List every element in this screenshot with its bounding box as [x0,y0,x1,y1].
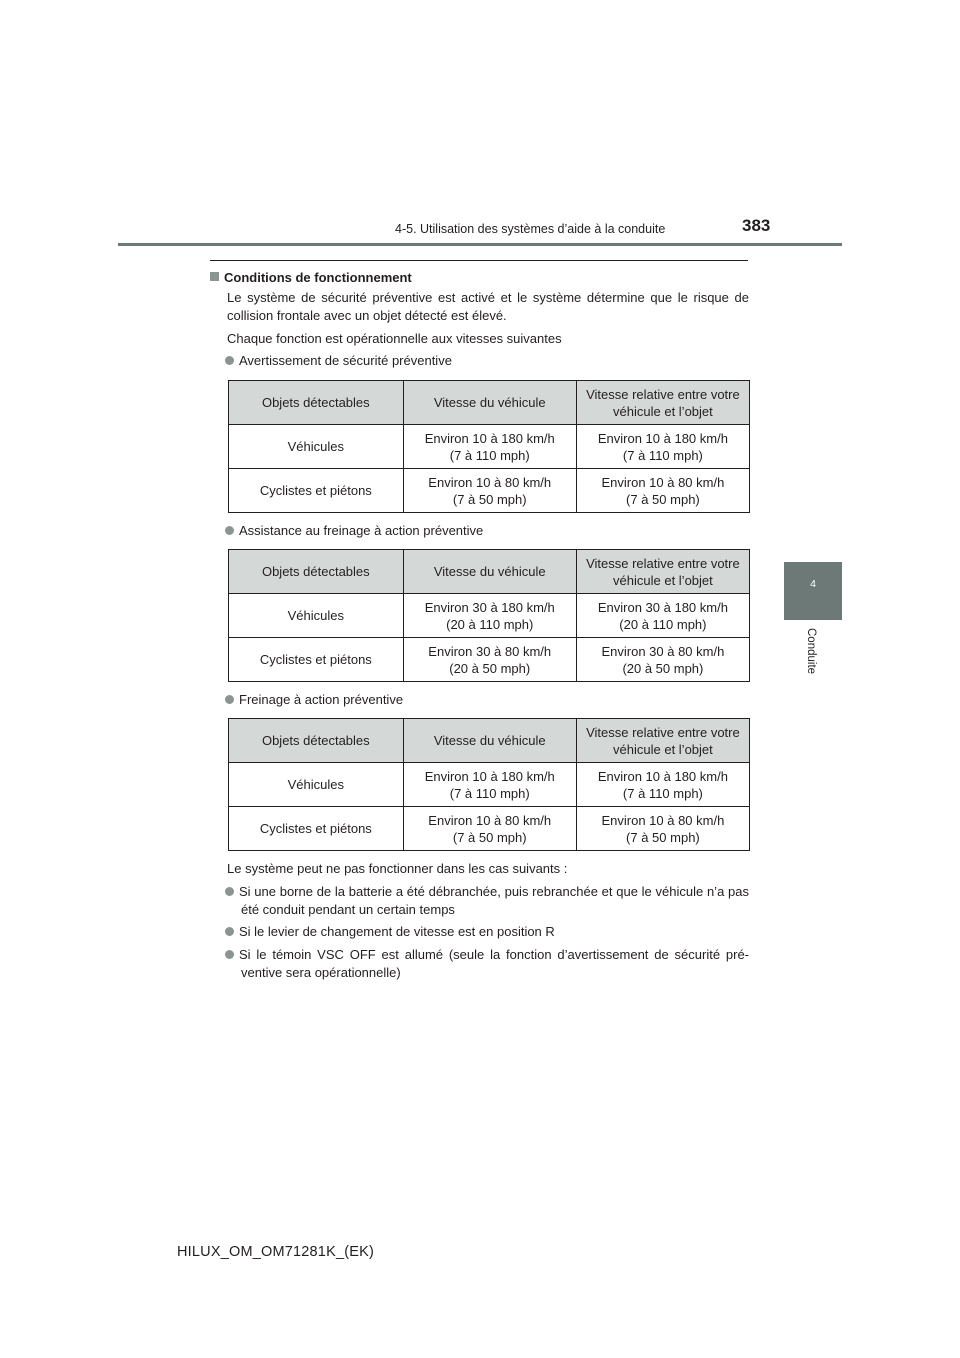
round-bullet-icon [225,887,234,896]
table-row [229,425,750,469]
table-title-1 [227,352,749,370]
table-row [229,638,750,682]
page-number: 383 [742,216,771,235]
cell-vehicle-speed: Environ 10 à 80 km/h (7 à 50 mph) [403,807,576,851]
list-item-text: Si le témoin VSC OFF est allumé (seule la fonction d’avertissement de sécurité pré-ventive sera opérationnelle) [239,947,749,980]
round-bullet-icon [225,950,234,959]
header-cell-relative-speed: Vitesse relative entre votre véhicule et l’objet [576,381,749,425]
header-cell-objects: Objets détectables [229,550,404,594]
cell-vehicle-speed: Environ 10 à 80 km/h (7 à 50 mph) [403,469,576,513]
list-item-text: Si une borne de la batterie a été débranchée, puis rebranchée et que le véhicule n’a pas été conduit pendant un certain temps [239,884,749,917]
list-item [227,946,749,982]
cell-object: Véhicules [229,763,404,807]
round-bullet-icon [225,927,234,936]
header-cell-vehicle-speed: Vitesse du véhicule [403,719,576,763]
round-bullet-icon [225,695,234,704]
table-title-3 [227,691,749,709]
cell-relative-speed: Environ 30 à 180 km/h (20 à 110 mph) [576,594,749,638]
round-bullet-icon [225,526,234,535]
table-title-text: Assistance au freinage à action préventive [239,523,484,538]
header-cell-relative-speed: Vitesse relative entre votre véhicule et l’objet [576,719,749,763]
speed-table-warning [228,380,750,513]
cell-vehicle-speed: Environ 10 à 180 km/h (7 à 110 mph) [403,763,576,807]
cell-vehicle-speed: Environ 10 à 180 km/h (7 à 110 mph) [403,425,576,469]
cell-object: Cyclistes et piétons [229,638,404,682]
table-row [229,469,750,513]
table-header-row [229,719,750,763]
list-item [227,923,749,941]
header-cell-vehicle-speed: Vitesse du véhicule [403,381,576,425]
table-header-row [229,381,750,425]
header-divider [118,243,842,246]
round-bullet-icon [225,356,234,365]
cell-object: Véhicules [229,425,404,469]
cell-object: Véhicules [229,594,404,638]
section-heading [210,270,412,285]
speed-table-preventive-braking [228,718,750,851]
table-title-text: Freinage à action préventive [239,692,404,707]
table-row [229,763,750,807]
square-bullet-icon [210,272,219,281]
chapter-label: Conduite [805,628,817,675]
cell-vehicle-speed: Environ 30 à 180 km/h (20 à 110 mph) [403,594,576,638]
table-header-row [229,550,750,594]
table-title-text: Avertissement de sécurité préventive [239,353,452,368]
header-cell-relative-speed: Vitesse relative entre votre véhicule et l’objet [576,550,749,594]
header-cell-objects: Objets détectables [229,381,404,425]
header-section-title: 4-5. Utilisation des systèmes d’aide à la conduite [395,222,666,236]
cell-relative-speed: Environ 10 à 180 km/h (7 à 110 mph) [576,763,749,807]
cell-relative-speed: Environ 10 à 180 km/h (7 à 110 mph) [576,425,749,469]
cell-relative-speed: Environ 30 à 80 km/h (20 à 50 mph) [576,638,749,682]
speeds-intro: Chaque fonction est opérationnelle aux vitesses suivantes [227,331,562,346]
limits-intro: Le système peut ne pas fonctionner dans les cas suivants : [227,861,568,876]
table-row [229,594,750,638]
section-heading-text: Conditions de fonctionnement [224,270,412,285]
speed-table-brake-assist [228,549,750,682]
chapter-number: 4 [810,578,816,590]
cell-vehicle-speed: Environ 30 à 80 km/h (20 à 50 mph) [403,638,576,682]
chapter-tab [784,562,842,620]
cell-object: Cyclistes et piétons [229,807,404,851]
list-item [227,883,749,919]
cell-object: Cyclistes et piétons [229,469,404,513]
cell-relative-speed: Environ 10 à 80 km/h (7 à 50 mph) [576,469,749,513]
footer-model-code: HILUX_OM_OM71281K_(EK) [177,1244,375,1260]
list-item-text: Si le levier de changement de vitesse est en position R [239,924,555,939]
table-title-2 [227,522,749,540]
chapter-label-wrapper [803,628,823,688]
cell-relative-speed: Environ 10 à 80 km/h (7 à 50 mph) [576,807,749,851]
header-cell-vehicle-speed: Vitesse du véhicule [403,550,576,594]
section-divider [210,260,748,261]
intro-paragraph: Le système de sécurité préventive est activé et le système détermine que le risque de collision frontale avec un objet détecté est élevé. [227,290,749,323]
header-cell-objects: Objets détectables [229,719,404,763]
table-row [229,807,750,851]
